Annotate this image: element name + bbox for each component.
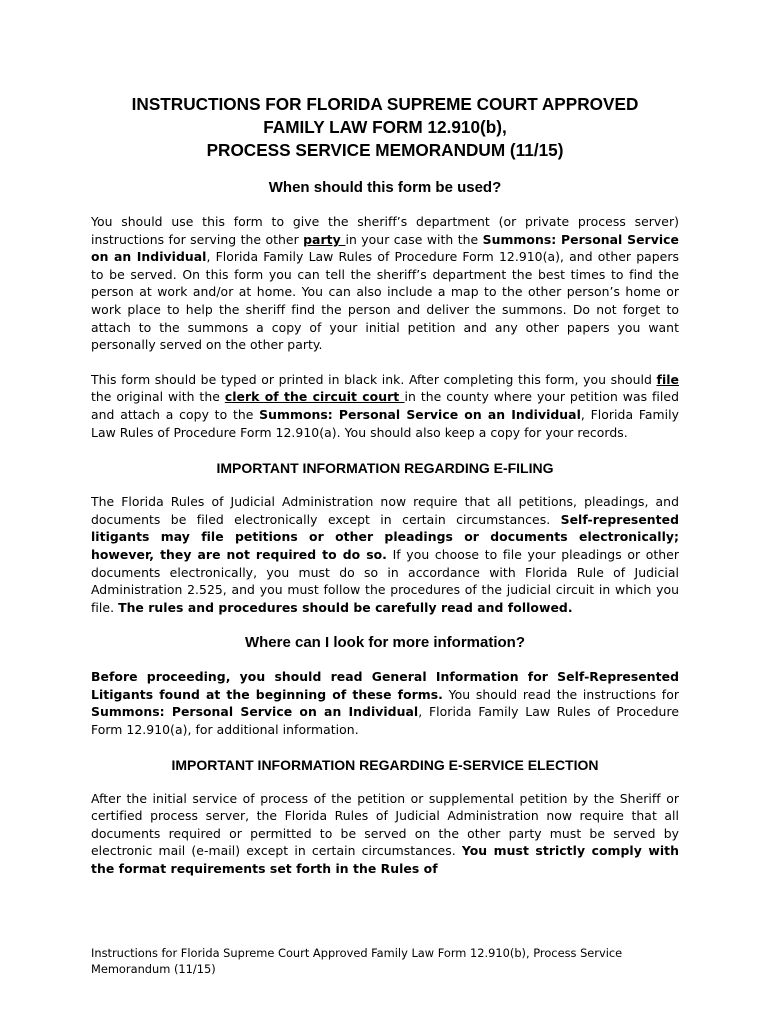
paragraph-when-used-1 bbox=[91, 213, 679, 354]
text: , Florida Family Law Rules of Procedure Form 12.910(a), for additional information. bbox=[91, 704, 679, 738]
footer-line-2: Memorandum (11/15) bbox=[91, 962, 216, 976]
paragraph-eservice bbox=[91, 790, 679, 878]
link-party[interactable]: party bbox=[303, 231, 346, 247]
link-file[interactable]: file bbox=[656, 371, 679, 387]
text: After the initial service of process of the petition or supplemental petition by the Sheriff or certified process server, the Florida Rules of Judicial Administration now require that all documents required or permitted to be served on the other party must be served by electronic mail (e-mail) except in certain circumstances. bbox=[91, 790, 679, 859]
title-line-2: FAMILY LAW FORM 12.910(b), bbox=[263, 117, 507, 137]
text: the original with the bbox=[91, 389, 225, 405]
text: You should read the instructions for bbox=[442, 686, 679, 702]
bold-text: Before proceeding, you should read General Information for Self-Represented Litigants found at the beginning of these forms. bbox=[91, 669, 679, 702]
text: in your case with the bbox=[345, 231, 483, 247]
text: The Florida Rules of Judicial Administration now require that all petitions, pleadings, and documents be filed electronically except in certain circumstances. bbox=[91, 494, 679, 527]
paragraph-efiling bbox=[91, 493, 679, 616]
footer-line-1: Instructions for Florida Supreme Court Approved Family Law Form 12.910(b), Process Service bbox=[91, 946, 623, 960]
text: , Florida Family Law Rules of Procedure Form 12.910(a), and other papers to be served. On this form you can tell the sheriff’s department the best times to find the person at work and/or at home. You can also include a map to the other person’s home or work place to help the sheriff find the person and deliver the summons. Do not forget to attach to the summons a copy of your initial petition and any other papers you want personally served on the other party. bbox=[91, 249, 679, 353]
text: This form should be typed or printed in black ink. After completing this form, you should bbox=[91, 371, 657, 387]
bold-text: You must strictly comply with the format requirements set forth in the Rules of bbox=[91, 843, 679, 877]
link-clerk-of-circuit-court[interactable]: clerk of the circuit court bbox=[224, 389, 405, 405]
page-footer bbox=[91, 945, 691, 977]
paragraph-when-used-2 bbox=[91, 371, 679, 441]
bold-text: Summons: Personal Service on an Individual bbox=[91, 231, 679, 265]
heading-efiling: IMPORTANT INFORMATION REGARDING E-FILING bbox=[216, 460, 554, 477]
document-page bbox=[91, 93, 679, 878]
bold-text: Summons: Personal Service on an Individual bbox=[91, 704, 419, 720]
document-title bbox=[91, 93, 679, 162]
heading-when-used: When should this form be used? bbox=[268, 179, 502, 196]
text: in the county where your petition was filed and attach a copy to the bbox=[91, 389, 680, 422]
bold-text: The rules and procedures should be carefully read and followed. bbox=[118, 599, 573, 615]
title-line-3: PROCESS SERVICE MEMORANDUM (11/15) bbox=[206, 140, 564, 160]
bold-text: Self-represented litigants may file petitions or other pleadings or documents electronically; however, they are not required to do so. bbox=[91, 511, 679, 562]
heading-eservice-election: IMPORTANT INFORMATION REGARDING E-SERVICE ELECTION bbox=[171, 756, 599, 773]
text: If you choose to file your pleadings or other documents electronically, you must do so in accordance with Florida Rule of Judicial Administration 2.525, and you must follow the procedures of the judicial circuit in which you file. bbox=[91, 546, 679, 615]
title-line-1: INSTRUCTIONS FOR FLORIDA SUPREME COURT APPROVED bbox=[131, 94, 639, 114]
text: , Florida Family Law Rules of Procedure Form 12.910(a). You should also keep a copy for your records. bbox=[91, 406, 680, 440]
heading-more-information: Where can I look for more information? bbox=[244, 634, 526, 652]
text: You should use this form to give the sheriff’s department (or private process server) instructions for serving the other bbox=[91, 214, 679, 247]
paragraph-more-information bbox=[91, 668, 679, 738]
bold-text: Summons: Personal Service on an Individual bbox=[259, 406, 581, 422]
